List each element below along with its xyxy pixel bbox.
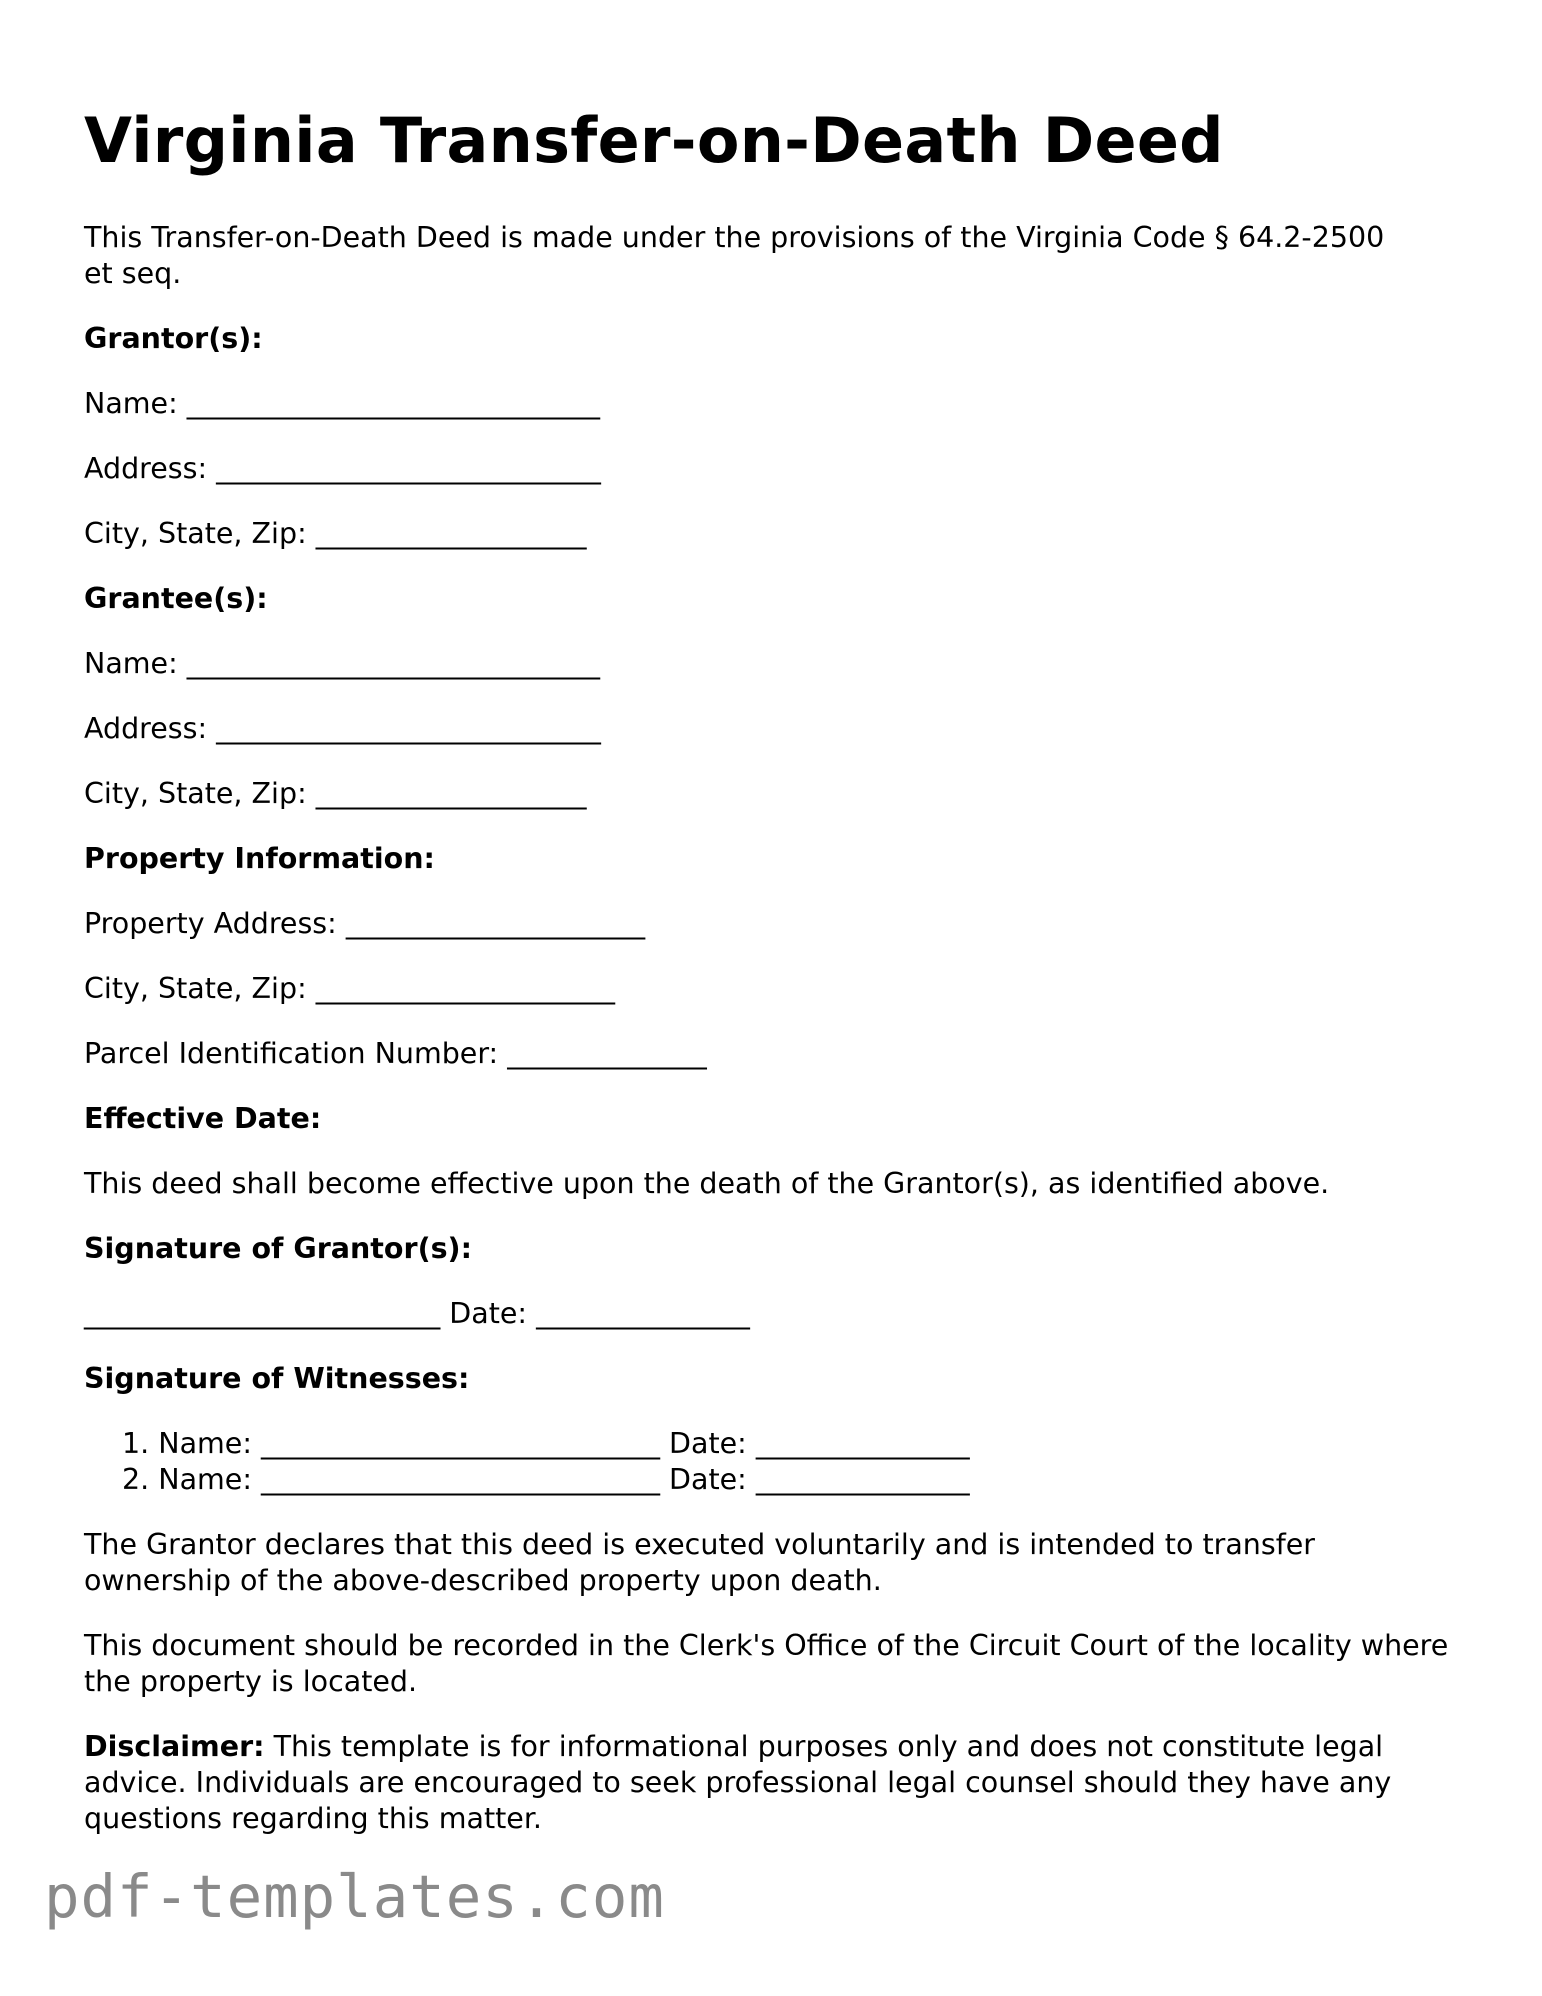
- property-city-field: City, State, Zip: _____________________: [84, 972, 615, 1005]
- grantor-signature-heading: Signature of Grantor(s):: [84, 1232, 472, 1265]
- grantee-heading: Grantee(s):: [84, 582, 268, 615]
- disclaimer-text: This template is for informational purposes only and does not constitute legal advice. Individuals are encouraged to seek professional legal counsel should they have any questions regarding this matter.: [84, 1730, 1392, 1835]
- grantee-name-field: Name: _____________________________: [84, 647, 600, 680]
- document-page: [84, 100, 1464, 1837]
- effective-date-text: This deed shall become effective upon the death of the Grantor(s), as identified above.: [84, 1167, 1330, 1200]
- disclaimer-paragraph: [84, 1729, 1464, 1837]
- grantor-city-field: City, State, Zip: ___________________: [84, 517, 587, 550]
- grantor-signature-line: _________________________ Date: _______________: [84, 1297, 750, 1330]
- property-heading: Property Information:: [84, 842, 435, 875]
- recording-paragraph: This document should be recorded in the Clerk's Office of the Circuit Court of the locality where the property is located.: [84, 1629, 1449, 1698]
- witness-line-1: 1. Name: ____________________________ Date: _______________: [122, 1427, 970, 1460]
- intro-paragraph: This Transfer-on-Death Deed is made under the provisions of the Virginia Code § 64.2-2500 et seq.: [84, 221, 1385, 290]
- effective-date-heading: Effective Date:: [84, 1102, 322, 1135]
- declaration-paragraph: The Grantor declares that this deed is executed voluntarily and is intended to transfer ownership of the above-described property upon death.: [84, 1528, 1315, 1597]
- page-title: Virginia Transfer-on-Death Deed: [84, 104, 1224, 177]
- disclaimer-label: Disclaimer:: [84, 1730, 265, 1763]
- witness-list: [84, 1426, 1464, 1498]
- grantee-address-field: Address: ___________________________: [84, 712, 601, 745]
- grantor-address-field: Address: ___________________________: [84, 452, 601, 485]
- grantor-heading: Grantor(s):: [84, 322, 263, 355]
- grantee-city-field: City, State, Zip: ___________________: [84, 777, 587, 810]
- property-address-field: Property Address: _____________________: [84, 907, 646, 940]
- parcel-number-field: Parcel Identification Number: ______________: [84, 1037, 707, 1070]
- grantor-name-field: Name: _____________________________: [84, 387, 600, 420]
- witnesses-heading: Signature of Witnesses:: [84, 1362, 470, 1395]
- witness-line-2: 2. Name: ____________________________ Date: _______________: [122, 1463, 970, 1496]
- watermark-text: pdf-templates.com: [44, 1862, 665, 1931]
